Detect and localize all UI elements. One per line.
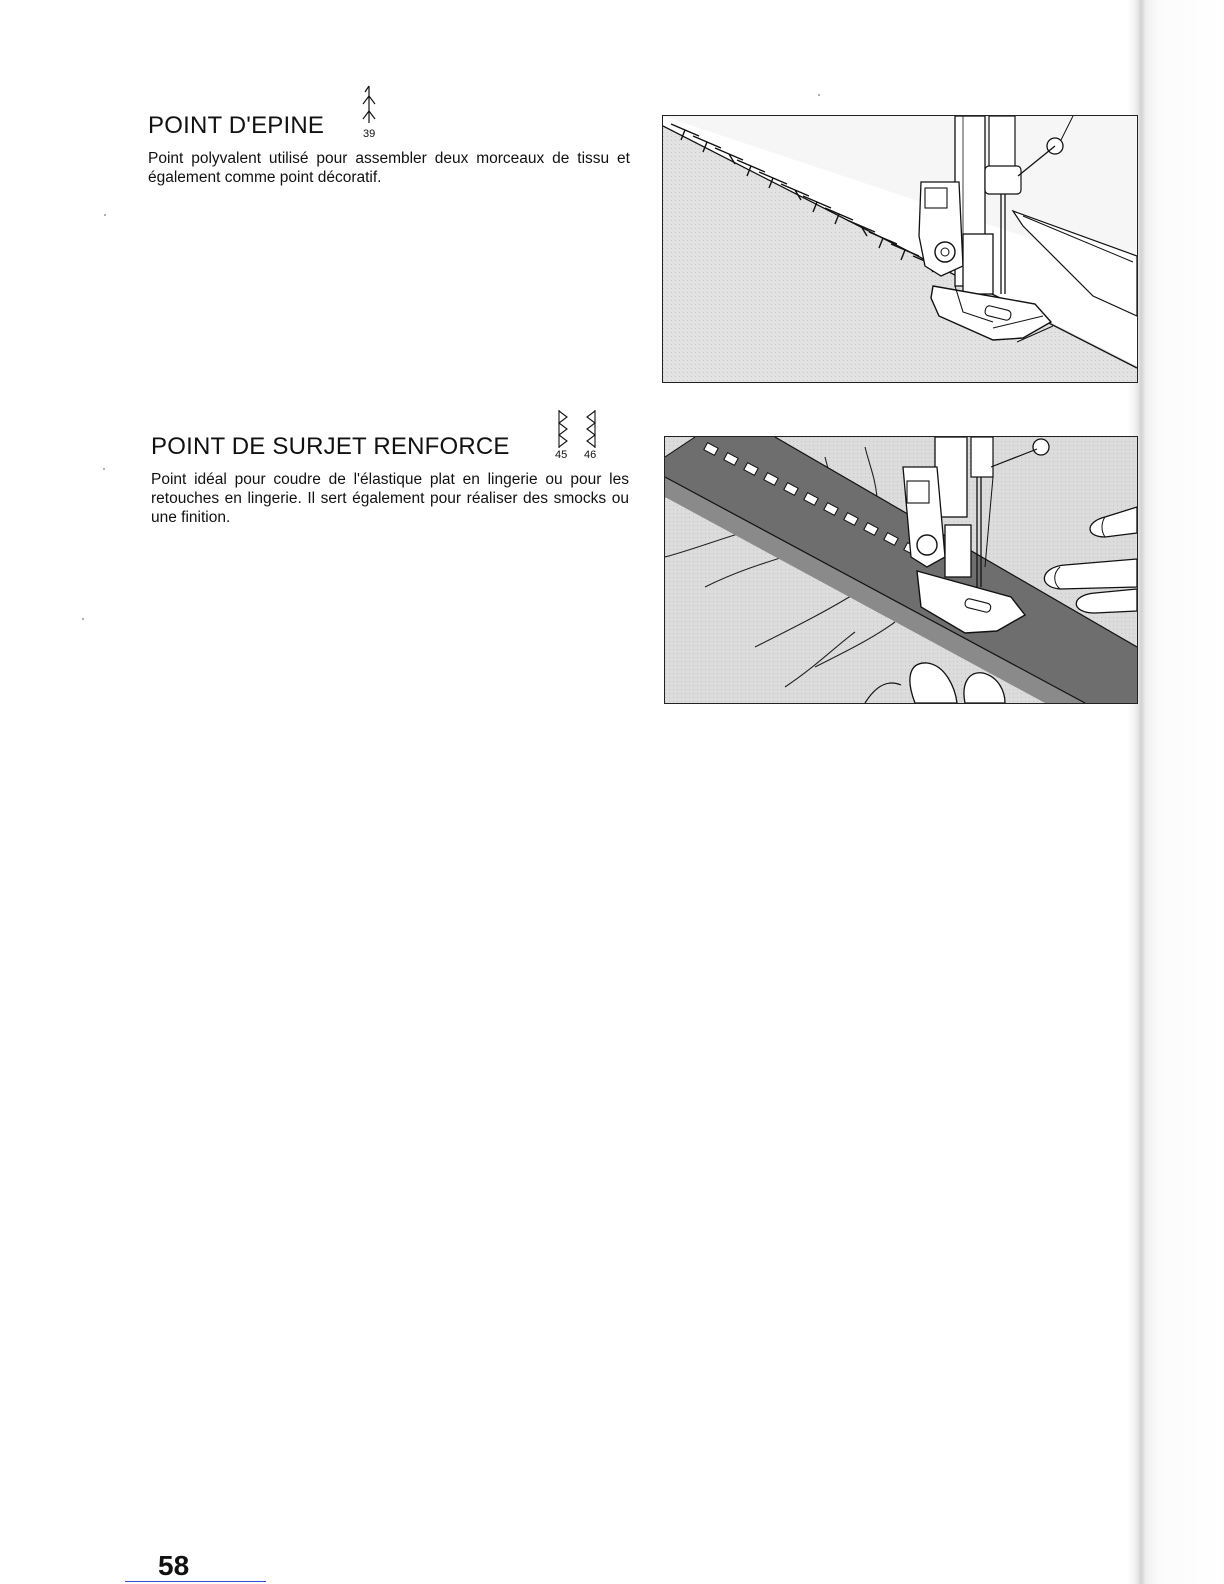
- feather-stitch-icon: [358, 84, 380, 124]
- section-point-surjet-renforce: [151, 409, 629, 527]
- section-description: Point polyvalent utilisé pour assembler deux morceaux de tissu et également comme point décoratif.: [148, 150, 630, 186]
- section-point-epine: [148, 86, 630, 187]
- scan-speck: [82, 618, 84, 620]
- sewing-foot-illustration: [663, 116, 1137, 382]
- stitch-number: 46: [584, 449, 597, 461]
- section-title: POINT D'EPINE: [148, 112, 325, 139]
- heading-row: [151, 409, 629, 461]
- elastic-stitch-figure: [664, 436, 1138, 704]
- stitch-number: 45: [555, 449, 568, 461]
- feather-stitch-figure: [662, 115, 1138, 383]
- section-title: POINT DE SURJET RENFORCE: [151, 433, 510, 460]
- scan-speck: [818, 94, 820, 96]
- page-edge-shadow: [1128, 0, 1224, 1584]
- section-description: Point idéal pour coudre de l'élastique plat en lingerie ou pour les retouches en lingerie. Il sert également pour réaliser des smocks ou une finition.: [151, 471, 629, 526]
- stitch-number: 39: [363, 128, 376, 140]
- page-number: 58: [158, 1550, 190, 1581]
- scan-speck: [103, 468, 105, 470]
- page-number-underline: [125, 1581, 266, 1582]
- heading-row: [148, 86, 630, 140]
- scan-speck: [104, 214, 106, 216]
- overlock-stitch-icon: [553, 409, 601, 449]
- sewing-elastic-illustration: [665, 437, 1137, 703]
